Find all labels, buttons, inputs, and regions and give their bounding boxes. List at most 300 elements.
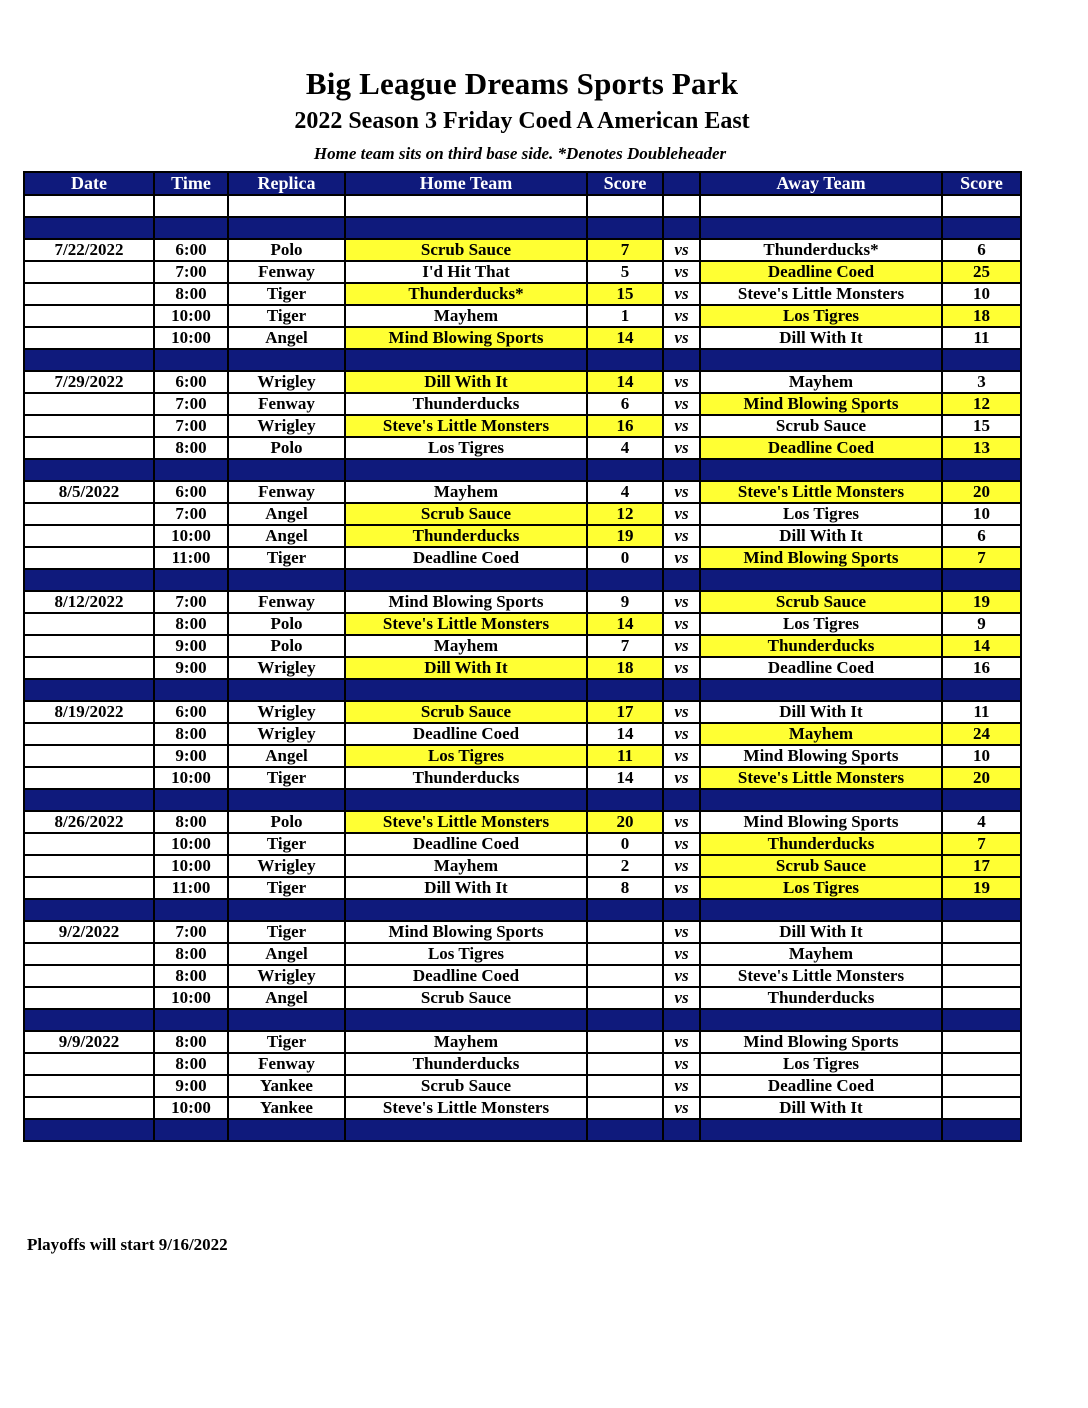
game-date xyxy=(24,1053,154,1075)
page-title: Big League Dreams Sports Park xyxy=(305,66,739,101)
game-row xyxy=(24,547,1021,569)
vs-label: vs xyxy=(663,613,700,635)
home-score: 6 xyxy=(587,393,663,415)
vs-label: vs xyxy=(663,393,700,415)
week-separator-row xyxy=(24,789,1021,811)
game-time: 8:00 xyxy=(154,1031,228,1053)
separator-cell xyxy=(24,679,154,701)
game-field: Tiger xyxy=(228,1031,345,1053)
away-score xyxy=(942,1031,1021,1053)
home-team: Dill With It xyxy=(345,657,587,679)
away-score: 10 xyxy=(942,283,1021,305)
game-time: 8:00 xyxy=(154,283,228,305)
game-field: Angel xyxy=(228,987,345,1009)
home-team: Thunderducks xyxy=(345,1053,587,1075)
vs-label: vs xyxy=(663,437,700,459)
separator-cell xyxy=(24,789,154,811)
home-score xyxy=(587,943,663,965)
home-team: Los Tigres xyxy=(345,943,587,965)
game-time: 8:00 xyxy=(154,1053,228,1075)
separator-cell xyxy=(345,679,587,701)
game-row xyxy=(24,965,1021,987)
game-time: 9:00 xyxy=(154,635,228,657)
game-time: 10:00 xyxy=(154,767,228,789)
game-time: 10:00 xyxy=(154,987,228,1009)
vs-label: vs xyxy=(663,371,700,393)
game-field: Tiger xyxy=(228,767,345,789)
away-team: Dill With It xyxy=(700,327,942,349)
vs-label: vs xyxy=(663,833,700,855)
separator-cell xyxy=(663,349,700,371)
away-team: Mind Blowing Sports xyxy=(700,1031,942,1053)
separator-cell xyxy=(24,569,154,591)
vs-label: vs xyxy=(663,481,700,503)
separator-cell xyxy=(228,349,345,371)
home-score: 0 xyxy=(587,547,663,569)
game-row xyxy=(24,723,1021,745)
away-score xyxy=(942,965,1021,987)
vs-label: vs xyxy=(663,1075,700,1097)
separator-cell xyxy=(700,459,942,481)
away-team: Thunderducks xyxy=(700,987,942,1009)
separator-cell xyxy=(587,1119,663,1141)
home-score: 11 xyxy=(587,745,663,767)
home-team: I'd Hit That xyxy=(345,261,587,283)
separator-cell xyxy=(663,217,700,239)
separator-cell xyxy=(942,217,1021,239)
separator-cell xyxy=(663,899,700,921)
game-field: Tiger xyxy=(228,877,345,899)
game-date: 9/2/2022 xyxy=(24,921,154,943)
home-team: Scrub Sauce xyxy=(345,701,587,723)
game-row xyxy=(24,943,1021,965)
home-team: Steve's Little Monsters xyxy=(345,415,587,437)
home-score: 15 xyxy=(587,283,663,305)
vs-label: vs xyxy=(663,921,700,943)
week-separator-row xyxy=(24,899,1021,921)
game-date xyxy=(24,745,154,767)
game-field: Fenway xyxy=(228,1053,345,1075)
separator-cell xyxy=(587,1009,663,1031)
game-field: Yankee xyxy=(228,1097,345,1119)
game-time: 10:00 xyxy=(154,855,228,877)
vs-label: vs xyxy=(663,745,700,767)
home-score: 14 xyxy=(587,327,663,349)
game-date xyxy=(24,943,154,965)
away-team: Mayhem xyxy=(700,371,942,393)
home-team: Scrub Sauce xyxy=(345,503,587,525)
away-team: Los Tigres xyxy=(700,1053,942,1075)
game-time: 9:00 xyxy=(154,657,228,679)
separator-cell xyxy=(228,1009,345,1031)
schedule-table xyxy=(23,171,1022,1142)
game-time: 8:00 xyxy=(154,811,228,833)
away-score xyxy=(942,943,1021,965)
home-score: 0 xyxy=(587,833,663,855)
away-team: Deadline Coed xyxy=(700,261,942,283)
vs-label: vs xyxy=(663,525,700,547)
home-score: 16 xyxy=(587,415,663,437)
separator-cell xyxy=(663,789,700,811)
separator-cell xyxy=(700,349,942,371)
game-row xyxy=(24,657,1021,679)
game-field: Fenway xyxy=(228,393,345,415)
game-date xyxy=(24,723,154,745)
vs-label: vs xyxy=(663,305,700,327)
away-score: 19 xyxy=(942,877,1021,899)
away-team: Los Tigres xyxy=(700,877,942,899)
game-row xyxy=(24,1075,1021,1097)
game-row xyxy=(24,1053,1021,1075)
game-field: Tiger xyxy=(228,305,345,327)
home-score: 7 xyxy=(587,239,663,261)
home-team: Thunderducks xyxy=(345,767,587,789)
separator-cell xyxy=(942,679,1021,701)
away-team: Scrub Sauce xyxy=(700,591,942,613)
away-score: 4 xyxy=(942,811,1021,833)
game-field: Tiger xyxy=(228,921,345,943)
game-field: Angel xyxy=(228,745,345,767)
game-field: Wrigley xyxy=(228,965,345,987)
separator-cell xyxy=(154,1009,228,1031)
home-team: Mind Blowing Sports xyxy=(345,591,587,613)
away-team: Mind Blowing Sports xyxy=(700,811,942,833)
game-date xyxy=(24,987,154,1009)
away-score: 11 xyxy=(942,701,1021,723)
separator-cell xyxy=(700,1119,942,1141)
game-field: Wrigley xyxy=(228,723,345,745)
home-team: Thunderducks xyxy=(345,525,587,547)
home-score: 17 xyxy=(587,701,663,723)
game-time: 7:00 xyxy=(154,591,228,613)
away-team: Dill With It xyxy=(700,921,942,943)
game-time: 7:00 xyxy=(154,921,228,943)
home-score xyxy=(587,1097,663,1119)
home-team: Thunderducks* xyxy=(345,283,587,305)
separator-cell xyxy=(24,899,154,921)
game-date: 9/9/2022 xyxy=(24,1031,154,1053)
separator-cell xyxy=(700,789,942,811)
home-score: 7 xyxy=(587,635,663,657)
away-team: Steve's Little Monsters xyxy=(700,283,942,305)
separator-cell xyxy=(228,1119,345,1141)
game-field: Polo xyxy=(228,635,345,657)
vs-label: vs xyxy=(663,591,700,613)
game-time: 11:00 xyxy=(154,547,228,569)
game-row xyxy=(24,393,1021,415)
game-time: 8:00 xyxy=(154,613,228,635)
game-time: 10:00 xyxy=(154,1097,228,1119)
separator-cell xyxy=(942,459,1021,481)
home-team: Mind Blowing Sports xyxy=(345,921,587,943)
game-row xyxy=(24,855,1021,877)
game-row xyxy=(24,613,1021,635)
game-time: 7:00 xyxy=(154,503,228,525)
home-score: 14 xyxy=(587,371,663,393)
vs-label: vs xyxy=(663,1053,700,1075)
home-score: 14 xyxy=(587,723,663,745)
game-row xyxy=(24,1097,1021,1119)
away-score: 18 xyxy=(942,305,1021,327)
separator-cell xyxy=(154,569,228,591)
separator-cell xyxy=(154,789,228,811)
game-time: 10:00 xyxy=(154,525,228,547)
separator-cell xyxy=(345,459,587,481)
vs-label: vs xyxy=(663,283,700,305)
vs-label: vs xyxy=(663,239,700,261)
game-time: 8:00 xyxy=(154,437,228,459)
home-score: 4 xyxy=(587,481,663,503)
away-team: Scrub Sauce xyxy=(700,855,942,877)
separator-cell xyxy=(663,569,700,591)
game-time: 8:00 xyxy=(154,965,228,987)
separator-cell xyxy=(228,679,345,701)
separator-cell xyxy=(345,1009,587,1031)
away-team: Deadline Coed xyxy=(700,437,942,459)
away-team: Deadline Coed xyxy=(700,657,942,679)
week-separator-row xyxy=(24,1009,1021,1031)
game-field: Fenway xyxy=(228,481,345,503)
week-separator-row xyxy=(24,459,1021,481)
game-row xyxy=(24,921,1021,943)
home-team: Mayhem xyxy=(345,481,587,503)
col-away-score-header: Score xyxy=(942,172,1021,195)
separator-cell xyxy=(228,899,345,921)
home-team: Mayhem xyxy=(345,1031,587,1053)
home-score xyxy=(587,1031,663,1053)
away-score: 7 xyxy=(942,547,1021,569)
home-score: 9 xyxy=(587,591,663,613)
away-score: 16 xyxy=(942,657,1021,679)
game-row xyxy=(24,635,1021,657)
separator-cell xyxy=(942,349,1021,371)
home-score: 5 xyxy=(587,261,663,283)
away-team: Mayhem xyxy=(700,723,942,745)
separator-cell xyxy=(228,217,345,239)
game-time: 6:00 xyxy=(154,371,228,393)
away-score: 15 xyxy=(942,415,1021,437)
home-team: Los Tigres xyxy=(345,745,587,767)
col-replica-header: Replica xyxy=(228,172,345,195)
vs-label: vs xyxy=(663,657,700,679)
away-score xyxy=(942,1097,1021,1119)
vs-label: vs xyxy=(663,811,700,833)
vs-label: vs xyxy=(663,943,700,965)
game-time: 6:00 xyxy=(154,701,228,723)
home-team: Steve's Little Monsters xyxy=(345,613,587,635)
separator-cell xyxy=(228,569,345,591)
separator-cell xyxy=(587,217,663,239)
separator-cell xyxy=(663,679,700,701)
home-team: Mayhem xyxy=(345,305,587,327)
separator-cell xyxy=(587,569,663,591)
home-team: Dill With It xyxy=(345,877,587,899)
game-row xyxy=(24,305,1021,327)
away-score: 10 xyxy=(942,503,1021,525)
away-score: 17 xyxy=(942,855,1021,877)
game-date: 7/29/2022 xyxy=(24,371,154,393)
home-team: Los Tigres xyxy=(345,437,587,459)
away-score: 13 xyxy=(942,437,1021,459)
separator-cell xyxy=(345,217,587,239)
game-date xyxy=(24,547,154,569)
separator-cell xyxy=(587,349,663,371)
game-time: 11:00 xyxy=(154,877,228,899)
home-team: Deadline Coed xyxy=(345,723,587,745)
separator-cell xyxy=(345,789,587,811)
home-score: 18 xyxy=(587,657,663,679)
away-score: 6 xyxy=(942,239,1021,261)
week-separator-row xyxy=(24,1119,1021,1141)
week-separator-row xyxy=(24,217,1021,239)
away-score xyxy=(942,1053,1021,1075)
game-field: Polo xyxy=(228,613,345,635)
game-time: 9:00 xyxy=(154,745,228,767)
vs-label: vs xyxy=(663,767,700,789)
game-row xyxy=(24,239,1021,261)
away-score: 20 xyxy=(942,767,1021,789)
away-score: 19 xyxy=(942,591,1021,613)
home-team: Scrub Sauce xyxy=(345,1075,587,1097)
away-team: Mind Blowing Sports xyxy=(700,745,942,767)
home-score xyxy=(587,987,663,1009)
away-score: 10 xyxy=(942,745,1021,767)
vs-label: vs xyxy=(663,855,700,877)
game-date xyxy=(24,833,154,855)
home-score: 14 xyxy=(587,767,663,789)
separator-cell xyxy=(345,569,587,591)
playoffs-note: Playoffs will start 9/16/2022 xyxy=(27,1235,228,1254)
game-field: Polo xyxy=(228,239,345,261)
away-team: Dill With It xyxy=(700,1097,942,1119)
game-date xyxy=(24,437,154,459)
separator-cell xyxy=(587,679,663,701)
home-score xyxy=(587,921,663,943)
away-score: 20 xyxy=(942,481,1021,503)
game-date xyxy=(24,613,154,635)
game-date xyxy=(24,283,154,305)
away-score: 9 xyxy=(942,613,1021,635)
game-date: 8/12/2022 xyxy=(24,591,154,613)
game-time: 10:00 xyxy=(154,833,228,855)
game-row xyxy=(24,371,1021,393)
col-home-score-header: Score xyxy=(587,172,663,195)
vs-label: vs xyxy=(663,1097,700,1119)
header-row xyxy=(24,172,1021,195)
away-score: 12 xyxy=(942,393,1021,415)
home-team: Scrub Sauce xyxy=(345,239,587,261)
home-score xyxy=(587,1075,663,1097)
game-field: Wrigley xyxy=(228,371,345,393)
home-score: 1 xyxy=(587,305,663,327)
separator-cell xyxy=(942,1119,1021,1141)
game-date xyxy=(24,877,154,899)
separator-cell xyxy=(587,459,663,481)
game-field: Polo xyxy=(228,437,345,459)
separator-cell xyxy=(24,459,154,481)
week-separator-row xyxy=(24,679,1021,701)
separator-cell xyxy=(663,1009,700,1031)
game-row xyxy=(24,591,1021,613)
game-field: Wrigley xyxy=(228,657,345,679)
game-date xyxy=(24,503,154,525)
separator-cell xyxy=(154,349,228,371)
home-score: 20 xyxy=(587,811,663,833)
game-row xyxy=(24,767,1021,789)
home-team: Steve's Little Monsters xyxy=(345,811,587,833)
game-row xyxy=(24,745,1021,767)
game-row xyxy=(24,327,1021,349)
game-field: Angel xyxy=(228,943,345,965)
home-team: Thunderducks xyxy=(345,393,587,415)
game-date xyxy=(24,767,154,789)
home-team: Scrub Sauce xyxy=(345,987,587,1009)
away-team: Deadline Coed xyxy=(700,1075,942,1097)
home-team: Dill With It xyxy=(345,371,587,393)
away-score xyxy=(942,1075,1021,1097)
col-time-header: Time xyxy=(154,172,228,195)
game-row xyxy=(24,415,1021,437)
home-team: Deadline Coed xyxy=(345,965,587,987)
game-time: 7:00 xyxy=(154,261,228,283)
separator-cell xyxy=(587,789,663,811)
week-separator-row xyxy=(24,569,1021,591)
away-score: 24 xyxy=(942,723,1021,745)
game-date xyxy=(24,393,154,415)
game-row xyxy=(24,987,1021,1009)
separator-cell xyxy=(154,679,228,701)
col-home-team-header: Home Team xyxy=(345,172,587,195)
home-team: Mind Blowing Sports xyxy=(345,327,587,349)
game-field: Tiger xyxy=(228,547,345,569)
schedule-note: Home team sits on third base side. *Denotes Doubleheader xyxy=(313,144,727,163)
home-team: Mayhem xyxy=(345,635,587,657)
vs-label: vs xyxy=(663,701,700,723)
game-time: 10:00 xyxy=(154,327,228,349)
game-row xyxy=(24,283,1021,305)
away-team: Dill With It xyxy=(700,701,942,723)
separator-cell xyxy=(700,1009,942,1031)
separator-cell xyxy=(663,459,700,481)
separator-cell xyxy=(345,349,587,371)
vs-label: vs xyxy=(663,987,700,1009)
home-score: 14 xyxy=(587,613,663,635)
away-team: Steve's Little Monsters xyxy=(700,965,942,987)
game-time: 10:00 xyxy=(154,305,228,327)
away-team: Mind Blowing Sports xyxy=(700,393,942,415)
game-date: 8/26/2022 xyxy=(24,811,154,833)
separator-cell xyxy=(700,679,942,701)
away-score: 14 xyxy=(942,635,1021,657)
away-team: Thunderducks xyxy=(700,635,942,657)
game-time: 6:00 xyxy=(154,481,228,503)
game-row xyxy=(24,261,1021,283)
game-date xyxy=(24,525,154,547)
game-field: Wrigley xyxy=(228,701,345,723)
separator-cell xyxy=(154,1119,228,1141)
vs-label: vs xyxy=(663,877,700,899)
separator-cell xyxy=(942,899,1021,921)
game-date xyxy=(24,261,154,283)
game-date xyxy=(24,1097,154,1119)
home-score: 2 xyxy=(587,855,663,877)
separator-cell xyxy=(345,1119,587,1141)
game-time: 6:00 xyxy=(154,239,228,261)
separator-cell xyxy=(154,899,228,921)
separator-cell xyxy=(24,1009,154,1031)
game-time: 8:00 xyxy=(154,723,228,745)
col-date-header: Date xyxy=(24,172,154,195)
